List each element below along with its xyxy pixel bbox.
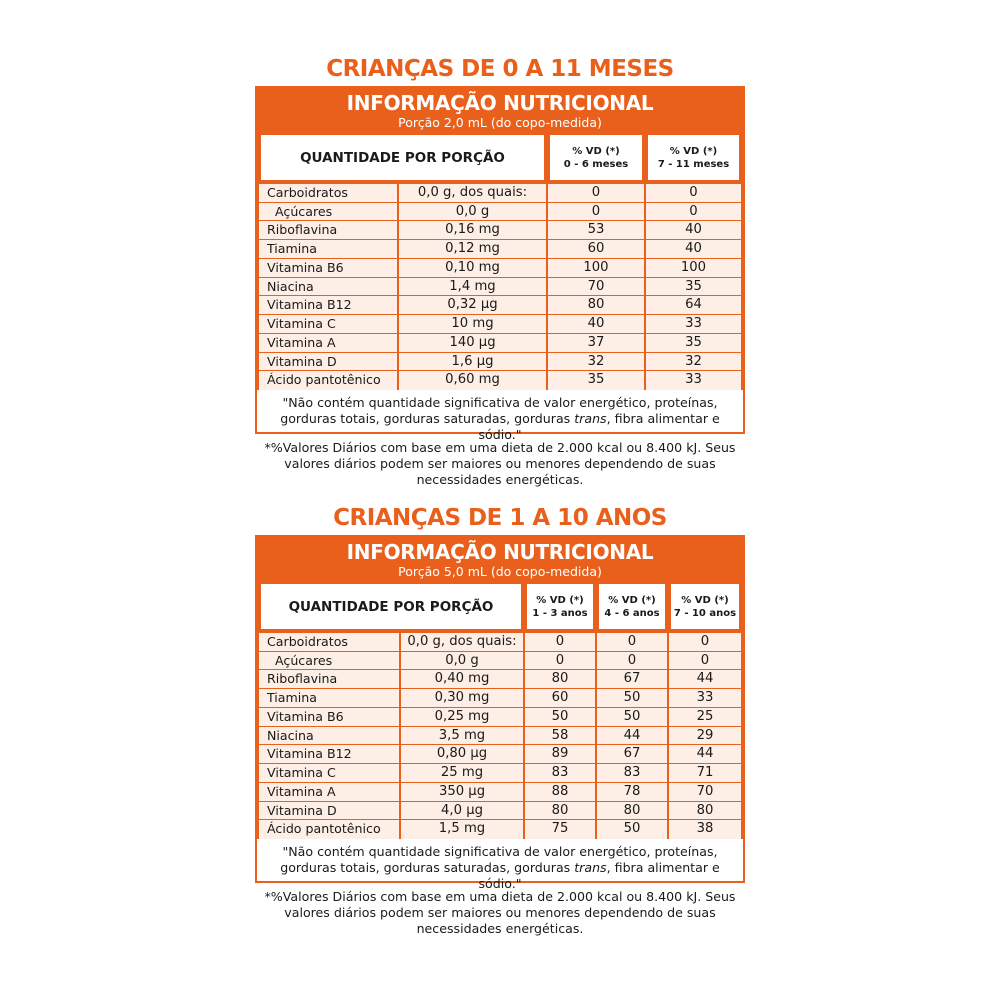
nutrient-vd: 0	[689, 185, 698, 200]
vd-header-line1: % VD (*)	[536, 594, 584, 606]
table-row	[257, 708, 743, 727]
nutrient-vd: 33	[696, 690, 714, 706]
nutrient-vd: 32	[685, 353, 702, 369]
nutrient-amount: 25 mg	[440, 765, 484, 781]
nutrient-amount: 0,25 mg	[434, 708, 490, 724]
children-vd-header	[597, 582, 667, 631]
nutrient-vd: 0	[555, 652, 565, 668]
nutrient-name: Niacina	[267, 727, 314, 743]
nutrient-vd: 33	[685, 372, 702, 388]
nutrient-vd: 0	[689, 203, 698, 219]
nutrient-vd: 60	[587, 241, 605, 257]
nutrient-name: Açúcares	[275, 652, 333, 668]
infant-portion: Porção 2,0 mL (do copo-medida)	[398, 115, 602, 130]
nutrient-name: Vitamina B12	[267, 746, 352, 762]
disclaimer-emphasis: trans	[574, 411, 607, 426]
nutrient-amount: 350 µg	[438, 783, 486, 799]
children-rows	[257, 633, 743, 839]
nutrient-name: Vitamina B6	[267, 259, 344, 275]
nutrient-name: Vitamina C	[267, 765, 336, 781]
vd-header-line1: % VD (*)	[572, 145, 620, 157]
children-table-body	[257, 633, 743, 839]
nutrient-vd: 70	[696, 783, 714, 799]
nutrient-vd: 53	[587, 222, 605, 238]
nutrient-amount: 0,0 g, dos quais:	[417, 185, 528, 200]
vd-header-line1: % VD (*)	[669, 145, 718, 157]
nutrient-vd: 44	[696, 746, 714, 762]
nutrient-vd: 80	[587, 297, 605, 313]
nutrient-vd: 35	[685, 278, 702, 294]
nutrient-name: Niacina	[267, 278, 314, 294]
nutrient-amount: 0,0 g	[455, 203, 490, 219]
nutrient-vd: 44	[696, 671, 714, 687]
disclaimer-line1: "Não contém quantidade significativa de valor energético, proteínas,	[282, 844, 718, 859]
nutrient-vd: 40	[685, 241, 702, 257]
disclaimer-line1: "Não contém quantidade significativa de valor energético, proteínas,	[282, 395, 718, 410]
nutrient-name: Tiamina	[267, 241, 317, 257]
disclaimer-emphasis: trans	[574, 860, 607, 875]
nutrient-vd: 67	[623, 746, 641, 762]
nutrient-vd: 50	[623, 708, 641, 724]
children-footnote	[245, 889, 755, 937]
nutrient-vd: 67	[623, 671, 641, 687]
vd-header-line2: 0 - 6 meses	[563, 158, 629, 170]
nutrient-name: Vitamina A	[267, 334, 336, 350]
table-row	[257, 633, 743, 652]
nutrient-name: Vitamina B6	[267, 708, 344, 724]
nutrient-vd: 100	[680, 259, 707, 275]
disclaimer-text: gorduras totais, gorduras saturadas, gorduras	[280, 411, 575, 426]
nutrient-vd: 80	[551, 671, 569, 687]
nutrient-vd: 40	[587, 316, 605, 332]
table-row	[257, 745, 743, 764]
nutrient-name: Vitamina B12	[267, 297, 352, 313]
nutrient-amount: 0,40 mg	[434, 671, 490, 687]
nutrient-amount: 1,5 mg	[438, 821, 486, 837]
nutrient-vd: 0	[700, 652, 710, 668]
nutrient-vd: 44	[623, 727, 641, 743]
table-row	[257, 783, 743, 802]
nutrient-amount: 140 µg	[449, 334, 496, 350]
table-row	[257, 764, 743, 783]
table-row	[257, 802, 743, 821]
infant-panel-title: INFORMAÇÃO NUTRICIONAL	[346, 91, 654, 115]
nutrient-vd: 50	[551, 708, 569, 724]
nutrient-vd: 25	[696, 708, 714, 724]
nutrient-vd: 88	[551, 783, 569, 799]
children-section-title: CRIANÇAS DE 1 A 10 ANOS	[333, 505, 667, 531]
nutrient-name: Tiamina	[267, 690, 317, 706]
nutrient-vd: 71	[696, 765, 714, 781]
footnote-line2: valores diários podem ser maiores ou menores dependendo de suas	[284, 456, 716, 471]
nutrient-vd: 0	[627, 652, 637, 668]
nutrient-vd: 64	[685, 297, 702, 313]
vd-header-line1: % VD (*)	[681, 594, 729, 606]
nutrient-vd: 89	[551, 746, 569, 762]
nutrient-vd: 0	[627, 634, 637, 649]
nutrient-vd: 35	[587, 372, 605, 388]
children-vd-header	[669, 582, 741, 631]
nutrient-name: Carboidratos	[267, 634, 348, 649]
nutrient-name: Carboidratos	[267, 185, 348, 200]
children-nutrition-panel	[255, 535, 745, 891]
footnote-line3: necessidades energéticas.	[416, 921, 584, 936]
nutrient-name: Açúcares	[275, 203, 333, 219]
nutrient-amount: 0,60 mg	[445, 372, 500, 388]
nutrient-name: Vitamina A	[267, 783, 336, 799]
disclaimer-line2	[257, 860, 743, 892]
disclaimer-text: , fibra alimentar e sódio."	[478, 860, 720, 891]
nutrient-amount: 1,6 µg	[451, 353, 494, 369]
nutrient-vd: 75	[551, 821, 569, 837]
nutrient-vd: 50	[623, 690, 641, 706]
nutrient-amount: 0,0 g, dos quais:	[407, 634, 517, 649]
nutrient-vd: 58	[551, 727, 569, 743]
nutrient-amount: 1,4 mg	[449, 278, 496, 294]
table-row	[257, 670, 743, 689]
nutrient-vd: 0	[591, 185, 601, 200]
nutrient-name: Vitamina D	[267, 353, 337, 369]
nutrient-vd: 70	[587, 278, 605, 294]
nutrient-vd: 0	[555, 634, 565, 649]
nutrient-vd: 80	[696, 802, 714, 818]
children-column-headers	[257, 582, 743, 633]
footnote-line3: necessidades energéticas.	[416, 472, 584, 487]
footnote-line1: *%Valores Diários com base em uma dieta de 2.000 kcal ou 8.400 kJ. Seus	[264, 440, 736, 455]
nutrient-vd: 80	[551, 802, 569, 818]
nutrient-name: Ácido pantotênico	[267, 821, 381, 837]
infant-qty-header: QUANTIDADE POR PORÇÃO	[259, 133, 546, 182]
vd-header-line2: 7 - 11 meses	[657, 158, 730, 170]
nutrient-vd: 50	[623, 821, 641, 837]
nutrient-vd: 40	[685, 222, 702, 238]
nutrient-amount: 4,0 µg	[441, 802, 483, 818]
children-vd-header	[525, 582, 595, 631]
children-disclaimer	[257, 839, 743, 891]
nutrient-amount: 0,16 mg	[445, 222, 500, 238]
nutrient-vd: 0	[700, 634, 710, 649]
footnote-line1: *%Valores Diários com base em uma dieta de 2.000 kcal ou 8.400 kJ. Seus	[264, 889, 736, 904]
disclaimer-text: , fibra alimentar e sódio."	[478, 411, 720, 442]
table-row	[257, 689, 743, 708]
nutrient-vd: 78	[623, 783, 641, 799]
nutrient-amount: 3,5 mg	[438, 727, 486, 743]
nutrient-vd: 0	[591, 203, 601, 219]
nutrient-name: Riboflavina	[267, 671, 338, 687]
nutrient-name: Riboflavina	[267, 222, 338, 238]
disclaimer-text: gorduras totais, gorduras saturadas, gorduras	[280, 860, 575, 875]
nutrient-name: Vitamina D	[267, 802, 337, 818]
nutrient-vd: 60	[551, 690, 569, 706]
nutrient-vd: 33	[685, 316, 702, 332]
table-row	[257, 727, 743, 746]
nutrient-amount: 0,30 mg	[434, 690, 490, 706]
footnote-line2: valores diários podem ser maiores ou menores dependendo de suas	[284, 905, 716, 920]
nutrient-amount: 0,0 g	[445, 652, 479, 668]
nutrient-vd: 83	[551, 765, 569, 781]
nutrient-vd: 29	[696, 727, 714, 743]
nutrient-name: Vitamina C	[267, 316, 336, 332]
nutrient-vd: 32	[587, 353, 605, 369]
children-section	[255, 0, 745, 1000]
nutrient-vd: 80	[623, 802, 641, 818]
children-panel-title: INFORMAÇÃO NUTRICIONAL	[346, 540, 654, 564]
children-qty-header: QUANTIDADE POR PORÇÃO	[259, 582, 523, 631]
nutrient-amount: 0,12 mg	[445, 241, 500, 257]
nutrient-amount: 0,80 µg	[436, 746, 488, 762]
nutrient-vd: 38	[696, 821, 714, 837]
vd-header-line2: 4 - 6 anos	[604, 607, 660, 619]
vd-header-line2: 7 - 10 anos	[673, 607, 737, 619]
nutrient-vd: 83	[623, 765, 641, 781]
nutrient-vd: 100	[583, 259, 609, 275]
nutrient-name: Ácido pantotênico	[267, 372, 381, 388]
table-row	[257, 652, 743, 671]
vd-header-line1: % VD (*)	[608, 594, 656, 606]
children-portion: Porção 5,0 mL (do copo-medida)	[398, 564, 602, 579]
table-row	[257, 820, 743, 839]
infant-section-title: CRIANÇAS DE 0 A 11 MESES	[326, 56, 674, 82]
nutrient-amount: 10 mg	[451, 316, 494, 332]
nutrient-vd: 37	[587, 334, 605, 350]
vd-header-line2: 1 - 3 anos	[532, 607, 588, 619]
nutrient-amount: 0,32 µg	[447, 297, 498, 313]
nutrient-vd: 35	[685, 334, 702, 350]
nutrient-amount: 0,10 mg	[445, 259, 500, 275]
children-panel-header	[257, 537, 743, 582]
